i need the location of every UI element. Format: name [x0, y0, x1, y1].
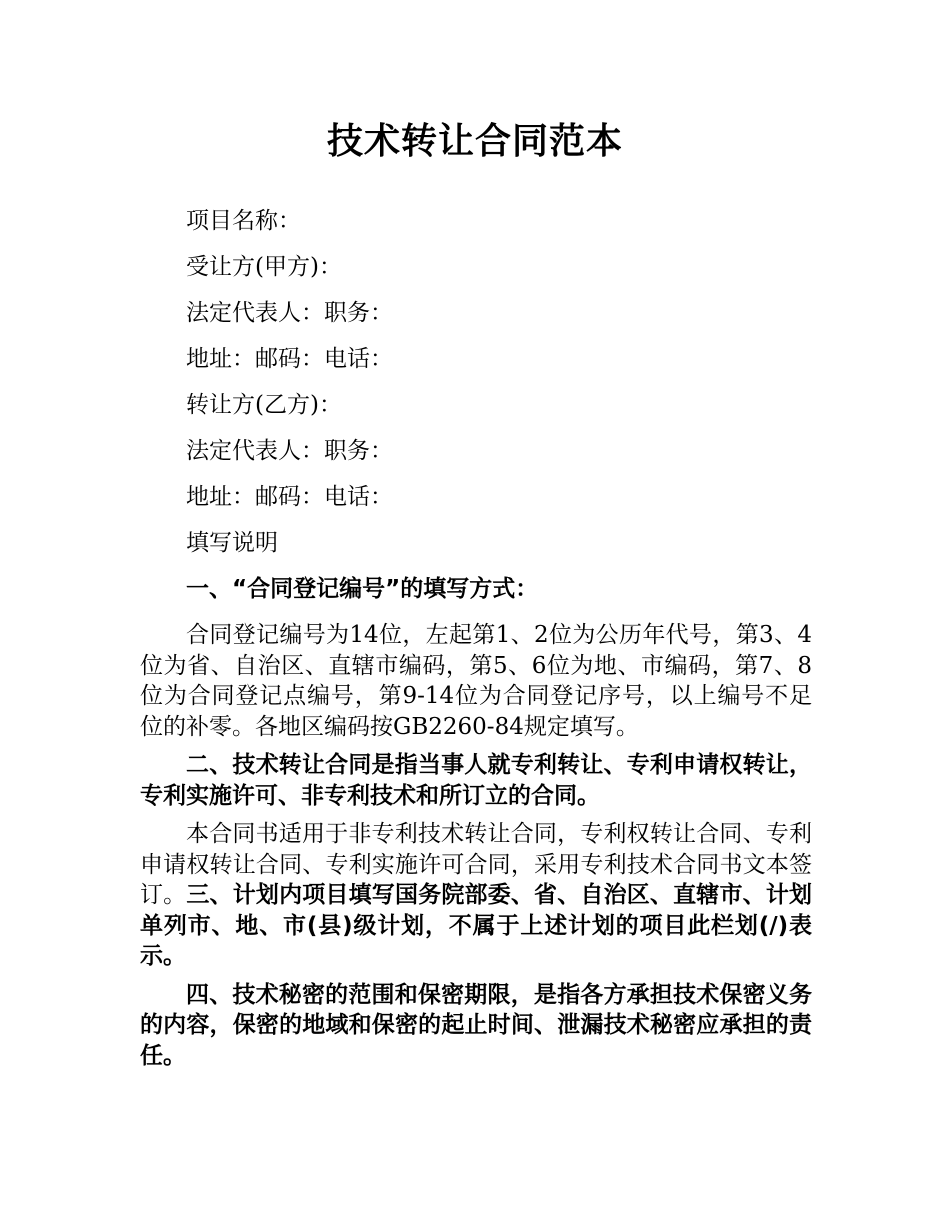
- field-party-a-representative: 法定代表人：职务：: [186, 300, 393, 326]
- section-2-heading: 二、技术转让合同是指当事人就专利转让、专利申请权转让，专利实施许可、非专利技术和所订立的合同。: [140, 752, 812, 809]
- field-party-b-address: 地址：邮码：电话：: [186, 484, 393, 510]
- field-party-a-address: 地址：邮码：电话：: [186, 346, 393, 372]
- document-body: [140, 198, 812, 1079]
- section-1-body: 合同登记编号为14位，左起第1、2位为公历年代号，第3、4位为省、自治区、直辖市编码，第5、6位为地、市编码，第7、8位为合同登记点编号，第9-14位为合同登记序号，以上编号不足位的补零。各地区编码按GB2260-84规定填写。: [140, 622, 812, 740]
- document-title: 技术转让合同范本: [326, 121, 623, 162]
- field-party-a: 受让方(甲方)：: [186, 254, 342, 280]
- section-1-heading: 一、“合同登记编号”的填写方式：: [186, 576, 539, 602]
- section-3-text: 三、计划内项目填写国务院部委、省、自治区、直辖市、计划单列市、地、市(县)级计划，不属于上述计划的项目此栏划(/)表示。: [140, 882, 813, 969]
- section-4-text: 四、技术秘密的范围和保密期限，是指各方承担技术保密义务的内容，保密的地域和保密的起止时间、泄漏技术秘密应承担的责任。: [140, 981, 812, 1069]
- section-2-3-paragraph: [140, 819, 812, 972]
- instructions-label: 填写说明: [186, 530, 278, 556]
- field-project-name: 项目名称：: [186, 208, 301, 234]
- field-party-b: 转让方(乙方)：: [186, 392, 342, 418]
- field-party-b-representative: 法定代表人：职务：: [186, 438, 393, 464]
- section-2-body: 本合同书适用于非专利技术转让合同，专利权转让合同、专利申请权转让合同、专利实施许可合同，采用专利技术合同书文本签订。: [140, 821, 812, 908]
